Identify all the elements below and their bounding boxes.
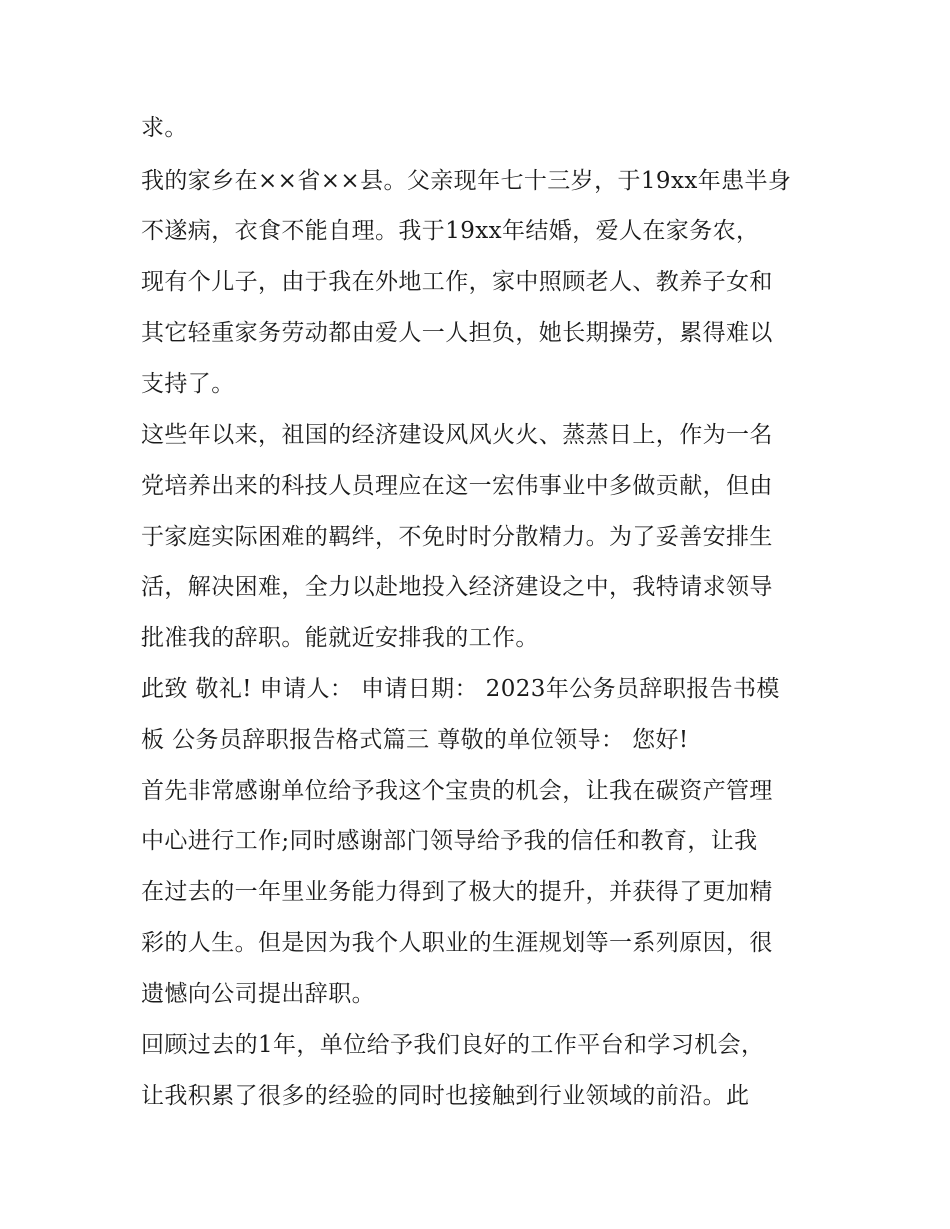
text-line: 首先非常感谢单位给予我这个宝贵的机会，让我在碳资产管理 xyxy=(141,778,773,804)
text-line: 活，解决困难，全力以赴地投入经济建设之中，我特请求领导 xyxy=(141,574,773,600)
text-line: 中心进行工作;同时感谢部门领导给予我的信任和教育，让我 xyxy=(141,828,758,854)
text-line: 让我积累了很多的经验的同时也接触到行业领域的前沿。此 xyxy=(141,1083,750,1109)
text-line: 求。 xyxy=(141,115,188,141)
text-line: 现有个儿子，由于我在外地工作，家中照顾老人、教养子女和 xyxy=(141,269,773,295)
text-line: 我的家乡在××省××县。父亲现年七十三岁，于19xx年患半身 xyxy=(141,168,792,194)
text-line: 支持了。 xyxy=(141,371,235,397)
text-line: 彩的人生。但是因为我个人职业的生涯规划等一系列原因，很 xyxy=(141,930,773,956)
text-line: 其它轻重家务劳动都由爱人一人担负，她长期操劳，累得难以 xyxy=(141,320,773,346)
text-line: 批准我的辞职。能就近安排我的工作。 xyxy=(141,625,539,651)
text-line: 于家庭实际困难的羁绊，不免时时分散精力。为了妥善安排生 xyxy=(141,524,773,550)
text-line: 遗憾向公司提出辞职。 xyxy=(141,981,375,1007)
text-line: 板 公务员辞职报告格式篇三 尊敬的单位领导： 您好! xyxy=(141,727,689,753)
text-line: 不遂病，衣食不能自理。我于19xx年结婚，爱人在家务农， xyxy=(141,218,760,244)
text-line: 此致 敬礼! 申请人： 申请日期： 2023年公务员辞职报告书模 xyxy=(141,676,780,702)
text-line: 这些年以来，祖国的经济建设风风火火、蒸蒸日上，作为一名 xyxy=(141,422,773,448)
text-line: 党培养出来的科技人员理应在这一宏伟事业中多做贡献，但由 xyxy=(141,473,773,499)
text-line: 回顾过去的1年，单位给予我们良好的工作平台和学习机会， xyxy=(141,1032,765,1058)
text-line: 在过去的一年里业务能力得到了极大的提升，并获得了更加精 xyxy=(141,879,773,905)
